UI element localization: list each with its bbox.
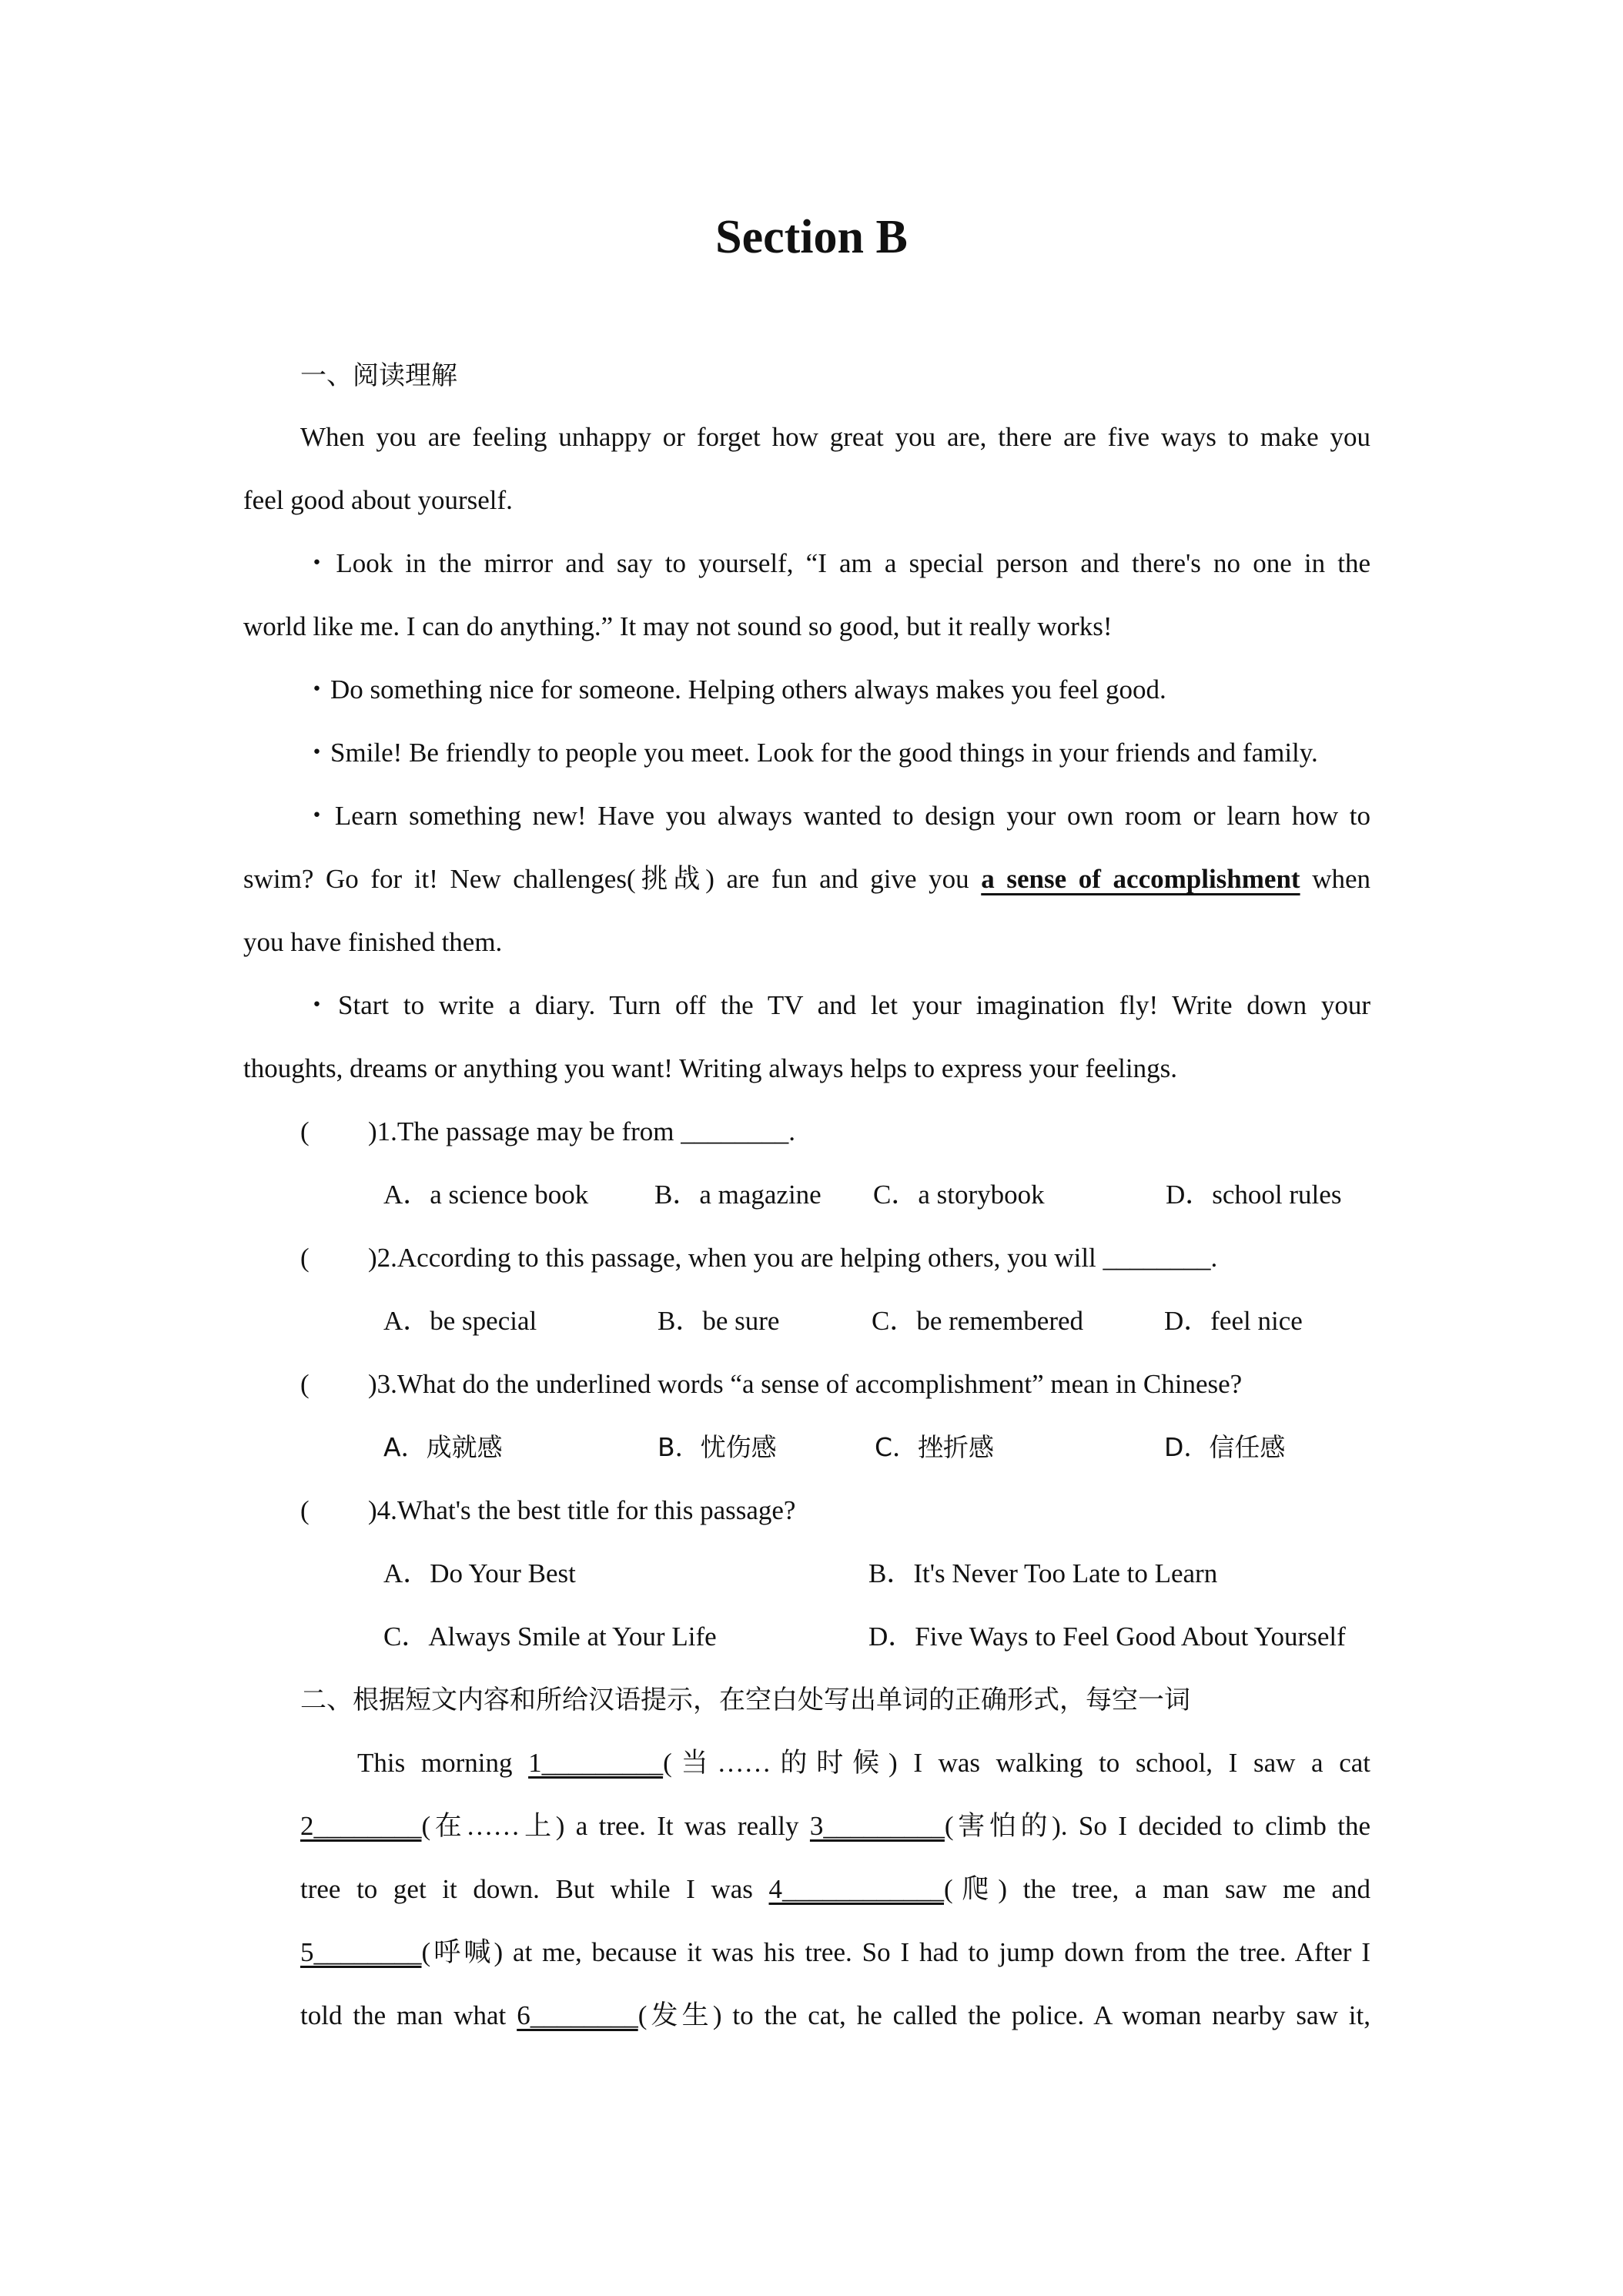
blank-6: 6________ [517,2000,638,2030]
q1-option-d: D．school rules [1166,1180,1342,1210]
q3-option-b: B．忧伤感 [658,1432,777,1462]
tip4-line2-post: when [1300,864,1371,894]
answer-paren: ( [300,1243,310,1273]
q1-option-b: B．a magazine [654,1180,822,1210]
question-3 [300,1365,1242,1404]
underlined-phrase: a sense of accomplishment [981,864,1300,894]
tip4-line2 [243,860,1370,899]
q4-option-c: C．Always Smile at Your Life [383,1622,717,1652]
cloze-text: (当……的时候) I was walking to school, I saw a cat [663,1748,1370,1778]
q1-option-a: A．a science book [383,1180,589,1210]
blank-5: 5________ [300,1937,422,1967]
question-2 [300,1239,1217,1277]
cloze-text: This morning [357,1748,529,1778]
question-4 [300,1491,795,1530]
blank-3: 3_________ [809,1811,945,1841]
cloze-line3 [300,1870,1370,1909]
passage-intro-line2: feel good about yourself. [243,485,513,515]
cloze-text: (发生) to the cat, he called the police. A woman nearby saw it, [637,2000,1370,2030]
cloze-line5 [300,1996,1370,2035]
tip1-line1: ・Look in the mirror and say to yourself, “I am a special person and there's no one in the [303,548,1370,578]
cloze-line2 [300,1807,1370,1846]
q4-option-a: A．Do Your Best [383,1558,576,1588]
tip4-line2-pre: swim? Go for it! New challenges(挑战) are fun and give you [243,864,982,894]
q2-option-d: D．feel nice [1164,1306,1303,1336]
tip5-line2: thoughts, dreams or anything you want! Writing always helps to express your feelings. [243,1053,1178,1083]
q4-option-d: D．Five Ways to Feel Good About Yourself [868,1622,1346,1652]
answer-paren: ( [300,1495,310,1525]
part2-heading: 二、根据短文内容和所给汉语提示，在空白处写出单词的正确形式，每空一词 [300,1685,1190,1715]
cloze-text: (在……上) a tree. It was really [421,1811,810,1841]
q3-option-c: C．挫折感 [875,1432,995,1462]
cloze-text: (呼喊) at me, because it was his tree. So I had to jump down from the tree. After I [421,1937,1370,1967]
answer-paren: ( [300,1369,310,1399]
cloze-text: tree to get it down. But while I was [300,1874,769,1904]
tip2-line: ・Do something nice for someone. Helping others always makes you feel good. [303,674,1166,705]
blank-2: 2________ [300,1811,422,1841]
q3-option-a: A．成就感 [383,1432,503,1462]
q1-option-c: C．a storybook [873,1180,1045,1210]
q2-option-b: B．be sure [658,1306,780,1336]
question-text: )3.What do the underlined words “a sense of accomplishment” mean in Chinese? [368,1369,1243,1399]
tip3-line: ・Smile! Be friendly to people you meet. Look for the good things in your friends and family. [303,738,1318,768]
tip5-line1: ・Start to write a diary. Turn off the TV and let your imagination fly! Write down your [303,990,1370,1020]
page-title: Section B [715,211,908,263]
question-1 [300,1113,795,1151]
question-text: )2.According to this passage, when you are helping others, you will ________. [368,1243,1218,1273]
blank-4: 4____________ [768,1874,945,1904]
tip1-line2: world like me. I can do anything.” It may not sound so good, but it really works! [243,611,1113,641]
cloze-text: (害怕的). So I decided to climb the [944,1811,1371,1841]
cloze-line1 [357,1744,1370,1782]
q2-option-a: A．be special [383,1306,537,1336]
q2-option-c: C．be remembered [872,1306,1084,1336]
cloze-text: told the man what [300,2000,517,2030]
passage-intro-line1: When you are feeling unhappy or forget how great you are, there are five ways to make you [300,422,1370,452]
cloze-text: (爬) the tree, a man saw me and [944,1874,1370,1904]
q3-option-d: D．信任感 [1164,1432,1286,1462]
tip4-line3: you have finished them. [243,927,503,957]
tip4-line1: ・Learn something new! Have you always wanted to design your own room or learn how to [303,801,1370,831]
q4-option-b: B．It's Never Too Late to Learn [868,1558,1218,1588]
part1-heading: 一、阅读理解 [300,360,457,391]
question-text: )4.What's the best title for this passage? [368,1495,796,1525]
blank-1: 1_________ [528,1748,664,1778]
question-text: )1.The passage may be from ________. [368,1116,795,1146]
cloze-line4 [300,1933,1370,1972]
answer-paren: ( [300,1116,310,1146]
